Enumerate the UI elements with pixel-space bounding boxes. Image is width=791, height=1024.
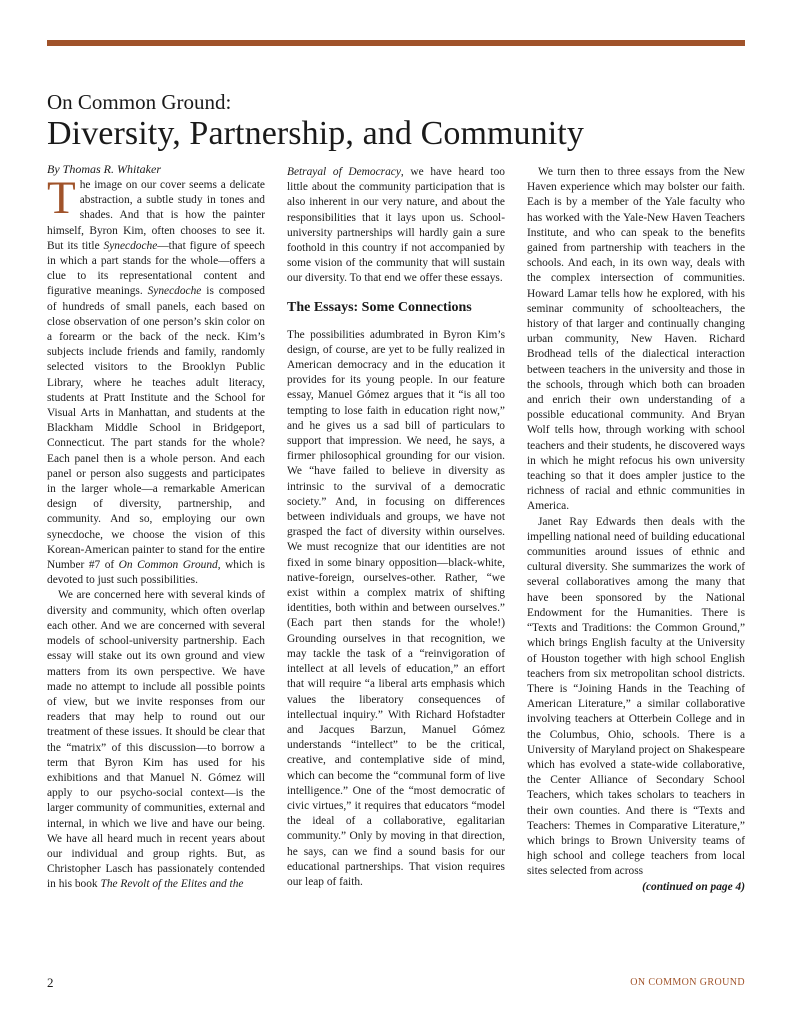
column-1 — [47, 172, 265, 893]
paragraph: We turn then to three essays from the New Haven experience which may bolster our faith. Each is by a member of the Yale faculty who has worked with the Yale-New Haven Teachers Institute, and who can speak to the benefits gained from partnership with teachers in the schools. And each, in its own way, deals with the complex intersection of communities. Howard Lamar tells how he explored, with his seminar community of schoolteachers, the history of that larger and continually changing urban community, New Haven. Richard Brodhead tells of the dialectical interaction between teachers in the university and those in the schools, through which both can broaden and enrich their own understanding of a possible educational community. And Bryan Wolf tells how, through working with school teachers and their students, he discovered ways in which he might refocus his own university teaching so that it does ampler justice to the richness of racial and ethnic communities in America. — [527, 166, 745, 513]
paragraph: The image on our cover seems a delicate abstraction, a subtle study in tones and shades. And that is how the painter himself, Byron Kim, often chooses to see it. But its title Synecdoche—that figure of speech in which a part stands for the whole—offers a clue to its representational content and figurative meanings. Synecdoche is composed of hundreds of small panels, each based on close observation of one person’s skin color on a forearm or the back of the neck. Kim’s subjects include friends and family, randomly selected visitors to the Brooklyn Public Library, where he teaches adult literacy, students at Pratt Institute and the School for Visual Arts in Manhattan, and students at the Blackham Middle School in Bridgeport, Connecticut. The part stands for the whole? Each panel then is a whole person. And each panel or person also suggests and participates in the larger whole—a remarkable American design of diversity, partnership, and community. And so, employing our own synecdoche, we choose the vision of this Korean-American painter to stand for the entire Number #7 of On Common Ground, which is devoted to just such possibilities. — [47, 172, 265, 587]
continued-note: (continued on page 4) — [642, 880, 745, 893]
page-number: 2 — [47, 975, 54, 990]
publication-name: ON COMMON GROUND — [630, 977, 745, 988]
paragraph: We are concerned here with several kinds of diversity and community, which often overlap each other. And we are concerned with several models of school-university partnership. Each essay will stake out its own ground and view matters from its own perspective. We have made no attempt to include all possible points of view, but we invite responses from our readers that may help to round out our treatment of these issues. It should be clear that the “matrix” of this discussion—to borrow a term that Byron Kim has used for his exhibitions and that Manuel N. Gómez will apply to our psycho-social context—is the larger community of communities, external and internal, in which we live and have our being. We have all heard much in recent years about our individual and group rights. But, as Christopher Lasch has passionately contended in his book The Revolt of the Elites and the — [47, 589, 265, 891]
article-kicker: On Common Ground: — [47, 90, 232, 114]
column-2 — [287, 165, 505, 890]
section-heading: The Essays: Some Connections — [287, 299, 472, 315]
paragraph: Betrayal of Democracy, we have heard too little about the community participation that is also inherent in our very nature, and about the responsibilities that it lays upon us. School-university partnerships will hardly gain a sure foothold in this country if not accompanied by some vision of the community that will sustain our diversity. To that end we offer these essays. — [287, 166, 505, 285]
column-3 — [527, 165, 745, 895]
paragraph: The possibilities adumbrated in Byron Kim’s design, of course, are yet to be fully realized in American democracy and in the education it provides for its young people. In our feature essay, Manuel Gómez argues that it “is all too tempting to lose faith in education right now,” and he gives us a sad bill of particulars to support that impression. We need, he says, a firmer philosophical grounding for our vision. We “have failed to believe in diversity as intrinsic to the survival of a democratic society.” And, in focusing on differences between individuals and groups, we have not grasped the fact of diversity within ourselves. We must recognize that our identities are not fixed in some binary opposition—black-white, native-foreign, ourselves-other. Rather, “we exist within a complex matrix of shifting identities, both within and between ourselves.” (Each part then stands for the whole!) Grounding ourselves in that recognition, we may tackle the task of a “reinvigoration of intellect at all levels of education,” an effort that will require “a liberal arts emphasis which values the liberatory consequences of intellectual inquiry.” With Richard Hofstadter and Jacques Barzun, Manuel Gómez understands “intellect” to be the critical, creative, and contemplative side of mind, which can become the “communal form of live intelligence.” One of the “most democratic of civic virtues,” it requires that educators “model the ideal of a collaborative, egalitarian community.” Only by moving in that direction, he says, can we find a sound basis for our educational partnerships. That vision requires our leap of faith. — [287, 328, 505, 888]
paragraph: Janet Ray Edwards then deals with the impelling national need of building educational communities around issues of ethnic and cultural diversity. She summarizes the work of several collaboratives among the many that have been sponsored by the National Endowment for the Humanities. There is “Texts and Traditions: the Common Ground,” which brings English faculty at the University of Houston together with high school English teachers from six metropolitan school districts. There is “Joining Hands in the Teaching of American Literature,” a similar collaborative involving teachers at Otterbein College and in the Columbus, Ohio, schools. There is a University of Maryland project on Shakespeare which has evolved a state-wide collaborative, the Center Alliance of Secondary School Teachers, which takes scholars to teachers in their own counties. And there is “Texts and Teachers: Themes in Comparative Literature,” which brings to Brown University teams of high school and college teachers from local sites selected from across — [527, 515, 745, 878]
byline: By Thomas R. Whitaker — [47, 162, 161, 176]
top-rule — [47, 40, 745, 46]
article-title: Diversity, Partnership, and Community — [47, 115, 584, 152]
drop-cap: T — [47, 172, 76, 224]
